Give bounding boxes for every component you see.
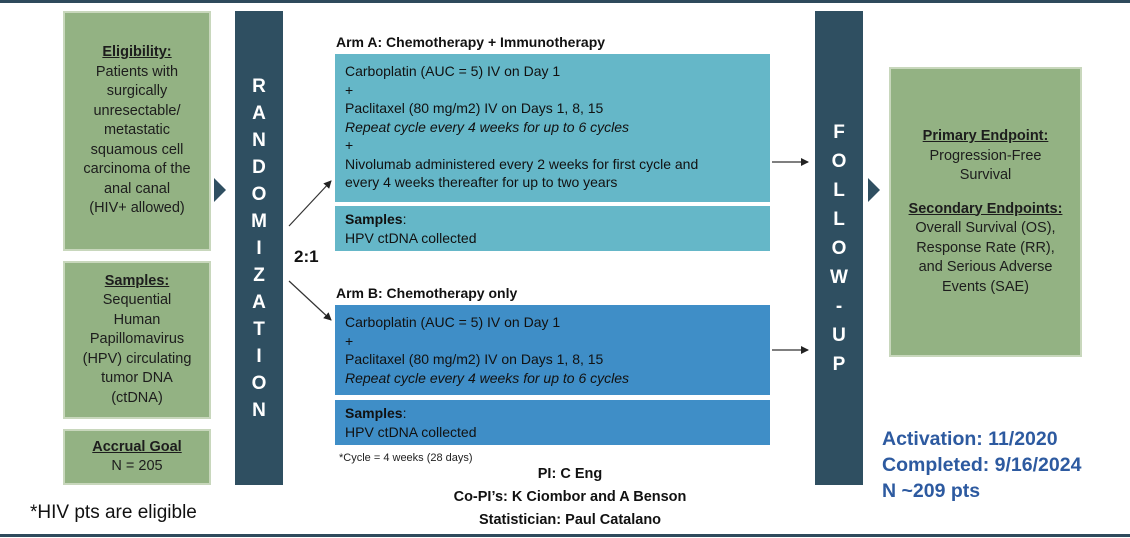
randomization-letter: N	[252, 399, 266, 421]
randomization-letter: M	[251, 210, 267, 232]
accrual-goal-title: Accrual Goal	[92, 438, 182, 455]
follow-up-letter: L	[833, 208, 845, 230]
activation-date: Activation: 11/2020	[882, 428, 1058, 450]
randomization-letter: R	[252, 75, 266, 97]
samples-line: Human	[113, 311, 161, 328]
arm-a-line: Nivolumab administered every 2 weeks for first cycle and	[345, 155, 699, 172]
randomization-letter: T	[253, 318, 265, 340]
randomization-letter: I	[256, 237, 262, 259]
arm-b-samples-box	[335, 400, 770, 445]
endpoints-box	[889, 67, 1082, 357]
follow-up-letter: W	[830, 266, 848, 288]
arm-a-samples-value: HPV ctDNA collected	[345, 229, 477, 246]
eligibility-line: squamous cell	[90, 141, 184, 158]
samples-line: (HPV) circulating	[82, 350, 192, 367]
credit-statistician: Statistician: Paul Catalano	[478, 512, 662, 528]
eligibility-line: anal canal	[103, 180, 171, 197]
arm-b-line: Carboplatin (AUC = 5) IV on Day 1	[345, 314, 561, 330]
primary-endpoint-line: Progression-Free	[929, 147, 1042, 164]
follow-up-letter: L	[833, 179, 845, 201]
eligibility-line: metastatic	[103, 122, 171, 139]
eligibility-line: carcinoma of the	[83, 161, 191, 178]
randomization-letter: O	[251, 372, 267, 394]
follow-up-letter: O	[831, 150, 847, 172]
arm-a-line: Carboplatin (AUC = 5) IV on Day 1	[345, 63, 561, 79]
randomization-letter: O	[251, 183, 267, 205]
arm-a-plus: +	[345, 137, 354, 153]
arm-b-regimen-box	[335, 305, 770, 395]
arm-a-regimen-box	[335, 54, 770, 202]
arm-b-samples-value: HPV ctDNA collected	[345, 423, 477, 440]
secondary-endpoint-line: Response Rate (RR),	[916, 239, 1055, 256]
secondary-endpoint-line: Overall Survival (OS),	[915, 220, 1056, 236]
arm-a-samples-colon: :	[402, 211, 407, 227]
arm-a-plus: +	[345, 81, 354, 98]
credit-co-pi: Co-PI’s: K Ciombor and A Benson	[453, 489, 687, 505]
arm-a-samples-box	[335, 206, 770, 251]
arm-b-line: Paclitaxel (80 mg/m2) IV on Days 1, 8, 15	[345, 351, 604, 367]
randomization-letter: N	[252, 129, 266, 151]
samples-line: tumor DNA	[101, 370, 173, 387]
arm-b-title: Arm B: Chemotherapy only	[336, 285, 518, 301]
arm-a-samples-label: Samples	[345, 211, 403, 227]
arm-b-samples-colon: :	[402, 405, 407, 421]
accrual-goal-value: N = 205	[111, 458, 163, 474]
completed-date: Completed: 9/16/2024	[882, 454, 1082, 476]
arm-a-line: every 4 weeks thereafter for up to two years	[345, 174, 618, 190]
primary-endpoint-title: Primary Endpoint:	[922, 128, 1049, 144]
randomization-letter: I	[256, 345, 262, 367]
arm-a-title: Arm A: Chemotherapy + Immunotherapy	[336, 34, 606, 50]
arrow-to-arm-b	[289, 281, 331, 320]
cycle-note: *Cycle = 4 weeks (28 days)	[339, 452, 473, 464]
hiv-note: *HIV pts are eligible	[30, 502, 197, 523]
arm-a-cycle-line: Repeat cycle every 4 weeks for up to 6 cycles	[345, 118, 630, 135]
samples-line: Papillomavirus	[89, 331, 185, 348]
follow-up-bar	[815, 11, 863, 485]
randomization-letter: A	[252, 291, 266, 313]
eligibility-line: unresectable/	[93, 102, 181, 119]
arm-a-line: Paclitaxel (80 mg/m2) IV on Days 1, 8, 15	[345, 100, 604, 116]
arm-b-samples-label: Samples	[345, 405, 403, 421]
eligibility-line: surgically	[106, 83, 168, 100]
arrow-to-arm-a	[289, 181, 331, 226]
arm-b-plus: +	[345, 332, 354, 349]
eligibility-line: (HIV+ allowed)	[89, 200, 185, 217]
follow-up-letter: P	[832, 353, 846, 375]
follow-up-letter: F	[833, 121, 845, 143]
samples-line: (ctDNA)	[111, 389, 163, 406]
status-block	[882, 426, 1081, 504]
randomization-letter: D	[252, 156, 266, 178]
randomization-ratio: 2:1	[294, 247, 319, 266]
primary-endpoint-line: Survival	[959, 167, 1012, 183]
samples-line: Sequential	[102, 292, 172, 309]
samples-title: Samples:	[104, 272, 170, 289]
arm-b-cycle-line: Repeat cycle every 4 weeks for up to 6 cycles	[345, 369, 630, 386]
credit-pi: PI: C Eng	[537, 466, 603, 482]
enrolled-count: N ~209 pts	[882, 480, 981, 502]
secondary-endpoint-line: Events (SAE)	[941, 278, 1030, 295]
secondary-endpoints-title: Secondary Endpoints:	[908, 200, 1063, 217]
follow-up-letter: U	[832, 324, 846, 346]
follow-up-letter: -	[835, 295, 843, 317]
randomization-letter: A	[252, 102, 266, 124]
eligibility-title: Eligibility:	[102, 44, 172, 61]
pointer-triangle-icon	[868, 178, 880, 202]
randomization-letter: Z	[253, 264, 265, 286]
eligibility-line: Patients with	[95, 63, 179, 80]
follow-up-letter: O	[831, 237, 847, 259]
secondary-endpoint-line: and Serious Adverse	[918, 259, 1053, 275]
